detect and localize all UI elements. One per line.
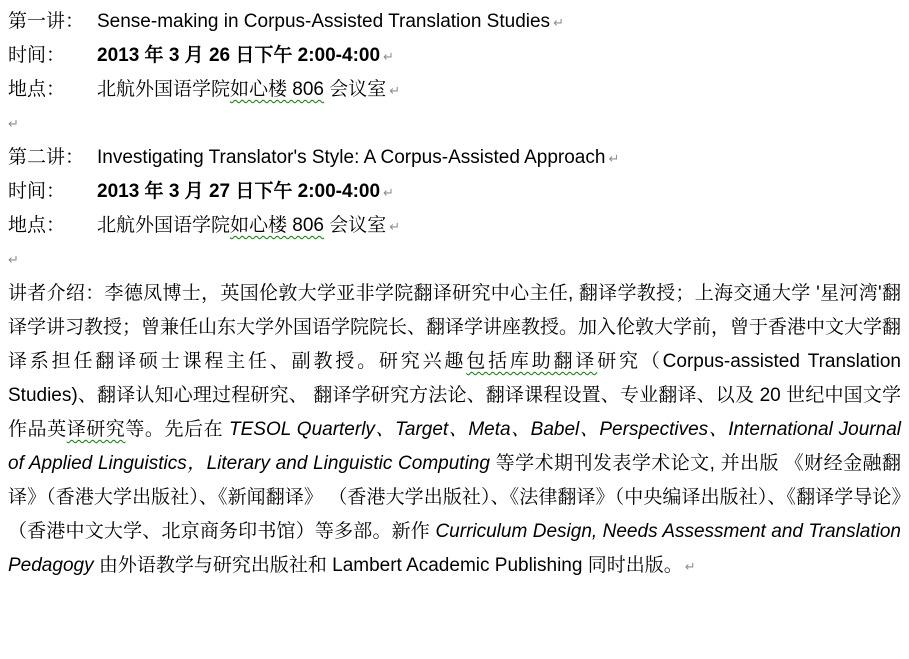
lecture2-time-label: 时间： bbox=[8, 181, 66, 202]
paragraph-mark-icon: ↵ bbox=[608, 151, 620, 166]
venue-text: 北航外国语学院 bbox=[97, 79, 231, 100]
bio-journal-names: TESOL Quarterly、Target、Meta、Babel、Perspectives、International Journal of Applied Linguistics，Literary and Linguistic Computing bbox=[8, 419, 901, 474]
bio-book-title: Curriculum Design, Needs Assessment and Translation Pedagogy bbox=[8, 521, 901, 576]
lecture1-title-line bbox=[8, 5, 901, 39]
lecture1-time: 2013 年 3 月 26 日下午 2:00-4:00 bbox=[97, 45, 381, 66]
paragraph-mark-icon: ↵ bbox=[383, 185, 394, 200]
lecture1-time-line bbox=[8, 39, 901, 73]
lecture1-label: 第一讲： bbox=[8, 11, 85, 32]
paragraph-mark-icon: ↵ bbox=[8, 252, 19, 267]
bio-text: 等。先后在 bbox=[125, 419, 229, 440]
bio-text-misspelled: 译研究 bbox=[66, 419, 126, 440]
lecture2-venue-line bbox=[8, 209, 901, 243]
lecture2-label: 第二讲： bbox=[8, 147, 85, 168]
venue-text: 会议室 bbox=[324, 79, 387, 100]
venue-text: 会议室 bbox=[324, 215, 387, 236]
lecture2-time: 2013 年 3 月 27 日下午 2:00-4:00 bbox=[97, 181, 381, 202]
paragraph-mark-icon: ↵ bbox=[389, 83, 401, 98]
lecture1-venue bbox=[97, 73, 386, 107]
lecture1-venue-line bbox=[8, 73, 901, 107]
paragraph-mark-icon: ↵ bbox=[553, 15, 564, 30]
paragraph-mark-icon: ↵ bbox=[684, 559, 696, 574]
venue-text: 北航外国语学院 bbox=[97, 215, 231, 236]
paragraph-mark-icon: ↵ bbox=[389, 219, 401, 234]
lecture2-title-line bbox=[8, 141, 901, 175]
bio-text: 由外语教学与研究出版社和 Lambert Academic Publishing 同时出版。 bbox=[93, 555, 683, 576]
lecture2-venue bbox=[97, 209, 386, 243]
lecture1-time-label: 时间： bbox=[8, 45, 66, 66]
venue-text-misspelled: 如心楼 806 bbox=[230, 79, 324, 100]
bio-text: 等学术期刊发表学术论文, 并出版 《财经金融翻译》（香港大学出版社）、《新闻翻译》 （香港大学出版社）、《法律翻译》（中央编译出版社）、《翻译学导论》（香港中文大学、北京商务印书馆）等多部。新作 bbox=[8, 453, 901, 542]
venue-text-misspelled: 如心楼 806 bbox=[230, 215, 324, 236]
bio-text-misspelled: 包括库助翻译 bbox=[466, 351, 598, 372]
bio-text: 研究（Corpus-assisted Translation Studies)、翻译认知心理过程研究、 翻译学研究方法论、翻译课程设置、专业翻译、以及 20 世纪中国文学作品英 bbox=[8, 351, 901, 440]
blank-line bbox=[8, 107, 901, 141]
lecture1-venue-label: 地点： bbox=[8, 79, 66, 100]
lecture1-title: Sense-making in Corpus-Assisted Translation Studies bbox=[97, 11, 551, 32]
lecture2-time-line bbox=[8, 175, 901, 209]
paragraph-mark-icon: ↵ bbox=[383, 49, 394, 64]
paragraph-mark-icon: ↵ bbox=[8, 116, 19, 131]
speaker-bio-paragraph bbox=[8, 277, 901, 584]
blank-line bbox=[8, 243, 901, 277]
lecture2-venue-label: 地点： bbox=[8, 215, 66, 236]
bio-text: 讲者介绍：李德凤博士，英国伦敦大学亚非学院翻译研究中心主任, 翻译学教授；上海交通大学 '星河湾'翻译学讲习教授；曾兼任山东大学外国语学院院长、翻译学讲座教授。加入伦敦大学前，曾于香港中文大学翻译系担任翻译硕士课程主任、副教授。研究兴趣 bbox=[8, 283, 902, 372]
lecture2-title: Investigating Translator's Style: A Corpus-Assisted Approach bbox=[97, 147, 606, 168]
